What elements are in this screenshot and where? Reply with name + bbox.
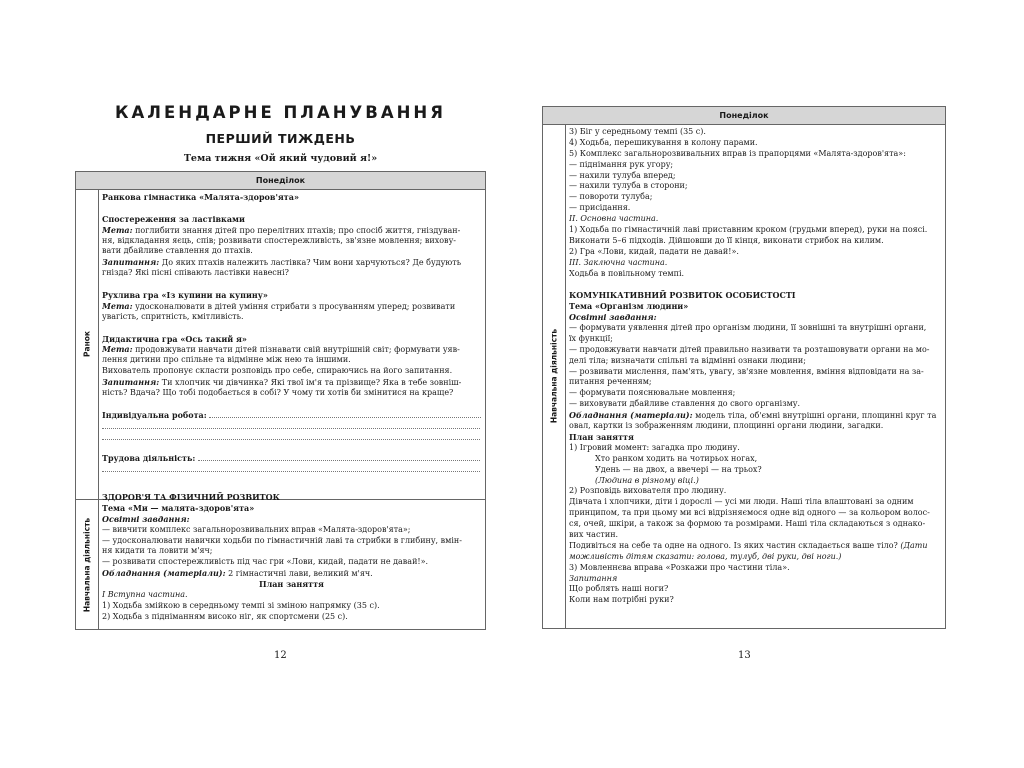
text-line: Виконати 5–6 підходів. Дійшовши до її кінця, виконати стрибок на килим. [569,235,884,245]
riddle-line: Хто ранком ходить на чотирьох ногах, [595,453,758,463]
text-line: Ранкова гімнастика «Малята-здоров'ята» [102,192,299,202]
text-line: 3) Мовленнєва вправа «Розкажи про частини тіла». [569,562,790,572]
text-line: Ходьба в повільному темпі. [569,268,685,278]
text-line: План заняття [259,579,324,590]
text-line: III. Заключна частина. [569,257,668,267]
text-line: Запитання: До яких птахів належить ластівка? Чим вони харчуються? Де будують [102,257,462,268]
lesson-content [569,127,941,606]
page-title: КАЛЕНДАРНЕ ПЛАНУВАННЯ [115,103,446,122]
text-line: 3) Біг у середньому темпі (35 с). [569,127,706,136]
text-line: План заняття [569,431,634,442]
page-number: 13 [738,650,751,661]
labor-activity-line: Трудова діяльність: [102,453,481,464]
text-line: Вихователь пропонує скласти розповідь про себе, спираючись на його запитання. [102,366,453,376]
text-line: вати дбайливе ставлення до птахів. [102,246,253,256]
text-line: Обладнання (матеріали): модель тіла, об'ємні внутрішні органи, площинні круг та [569,410,937,421]
plan-table-left [75,171,486,630]
dotted-line [102,464,481,475]
text-line: — формувати уявлення дітей про організм людини, її зовнішні та внутрішні органи, [569,323,927,333]
text-line: принципом, та при цьому ми всі відрізняємося одне від одного — за кольором волос- [569,508,930,518]
text-line: увагість, спритність, кмітливість. [102,311,244,321]
text-line: ЗДОРОВ'Я ТА ФІЗИЧНИЙ РОЗВИТОК [102,492,280,502]
text-line: питання реченням; [569,377,652,387]
text-line: Тема «Організм людини» [569,301,689,312]
dotted-line [102,432,481,443]
text-line: ня кидати та ловити м'яч; [102,546,213,556]
text-line: 1) Ходьба змійкою в середньому темпі зі зміною напрямку (35 с). [102,600,380,610]
text-line: — піднімання рук угору; [569,159,674,169]
page-number: 12 [274,650,287,661]
text-line: Мета: поглибити знання дітей про перелітних птахів; про спосіб життя, гніздуван- [102,224,461,235]
side-label-lesson: Навчальна діяльність [549,328,559,424]
text-line: 2) Розповідь вихователя про людину. [569,486,727,496]
text-line: можливість дітям сказати: голова, тулуб, дві руки, дві ноги.) [569,551,842,561]
text-line: Подивіться на себе та одне на одного. Із яких частин складається ваше тіло? (Дати [569,540,928,550]
text-line: — виховувати дбайливе ставлення до свого організму. [569,399,801,409]
text-line: — повороти тулуба; [569,192,653,202]
text-line: — нахили тулуба вперед; [569,170,676,180]
text-line: — продовжувати навчати дітей правильно називати та розташовувати органи на мо- [569,344,930,354]
table-header: Понеділок [543,107,945,125]
text-line: — формувати пояснювальне мовлення; [569,388,736,398]
text-line: Мета: продовжувати навчати дітей пізнавати свій внутрішній світ; формувати уяв- [102,344,460,355]
text-line: Дівчата і хлопчики, діти і дорослі — усі ми люди. Наші тіла влаштовані за одним [569,497,914,507]
side-label-lesson: Навчальна діяльність [82,517,92,613]
side-label-morning: Ранок [82,331,92,357]
text-line: КОМУНІКАТИВНИЙ РОЗВИТОК ОСОБИСТОСТІ [569,290,796,301]
text-line: Тема «Ми — малята-здоров'ята» [102,502,255,513]
text-line: Рухлива гра «Із купини на купину» [102,290,268,301]
text-line: Мета: удосконалювати в дітей уміння стрибати з просуванням уперед; розвивати [102,300,456,311]
text-line: гнізда? Які пісні співають ластівки навесні? [102,268,289,278]
text-line: Що роблять наші ноги? [569,584,669,594]
text-line: — розвивати спостережливість під час гри «Лови, кидай, падати не давай!». [102,557,429,567]
plan-table-right [542,106,946,629]
individual-work-line: Індивідуальна робота: [102,410,481,421]
text-line: їх функції; [569,333,613,343]
text-line: ня, відкладання яєць, спів; розвивати спостережливість, зв'язне мовлення; вихову- [102,235,456,245]
lesson-section [102,492,481,623]
text-line: Дидактична гра «Ось такий я» [102,333,247,344]
text-line: 2) Гра «Лови, кидай, падати не давай!». [569,246,739,256]
text-line: Запитання [569,573,618,583]
text-line: 1) Ігровий момент: загадка про людину. [569,442,740,452]
text-line: — удосконалювати навички ходьби по гімнастичній лаві та стрибки в глибину, вмін- [102,535,462,545]
riddle-line: Удень — на двох, а ввечері — на трьох? [595,464,762,474]
text-line: овал, картки із зображенням людини, площинні органи людини, загадки. [569,421,884,431]
text-line: Спостереження за ластівками [102,213,245,224]
text-line: Обладнання (матеріали): 2 гімнастичні лави, великий м'яч. [102,568,373,579]
text-line: 5) Комплекс загальнорозвивальних вправ із прапорцями «Малята-здоров'ята»: [569,148,906,158]
week-subtitle: ПЕРШИЙ ТИЖДЕНЬ [205,131,356,146]
text-line: 2) Ходьба з підніманням високо ніг, як спортсмени (25 с). [102,611,348,621]
riddle-answer: (Людина в різному віці.) [595,475,699,485]
side-cell-lesson [76,500,99,630]
text-line: вих частин. [569,529,619,539]
week-theme: Тема тижня «Ой який чудовий я!» [183,153,378,164]
text-line: Освітні завдання: [102,513,190,524]
text-line: Запитання: Ти хлопчик чи дівчинка? Які твої ім'я та прізвище? Яка в тебе зовніш- [102,377,462,388]
text-line: — присідання. [569,203,631,213]
text-line: I Вступна частина. [102,590,188,600]
table-header: Понеділок [76,172,485,190]
text-line: — вивчити комплекс загальнорозвивальних вправ «Малята-здоров'ята»; [102,524,411,534]
dotted-line [102,421,481,432]
text-line: делі тіла; визначати спільні та відмінні ознаки людини; [569,355,806,365]
text-line: Освітні завдання: [569,312,657,323]
text-line: лення дитини про спільне та відмінне між нею та іншими. [102,355,351,365]
side-cell-morning [76,189,99,499]
right-page [512,0,1024,768]
text-line: ся, очей, шкіри, а також за формою та розмірами. Наші тіла складаються з однако- [569,519,926,529]
side-cell-lesson [543,124,566,628]
morning-section [102,192,481,475]
text-line: Коли нам потрібні руки? [569,595,674,605]
text-line: — розвивати мислення, пам'ять, увагу, зв'язне мовлення, вміння відповідати на за- [569,366,924,376]
text-line: 4) Ходьба, перешикування в колону парами. [569,137,758,147]
text-line: — нахили тулуба в сторони; [569,181,688,191]
text-line: ність? Вдача? Що тобі подобається в собі? У чому ти хотів би змінитися на краще? [102,388,454,398]
text-line: II. Основна частина. [569,214,659,224]
text-line: 1) Ходьба по гімнастичній лаві приставним кроком (грудьми вперед), руки на поясі. [569,225,928,235]
